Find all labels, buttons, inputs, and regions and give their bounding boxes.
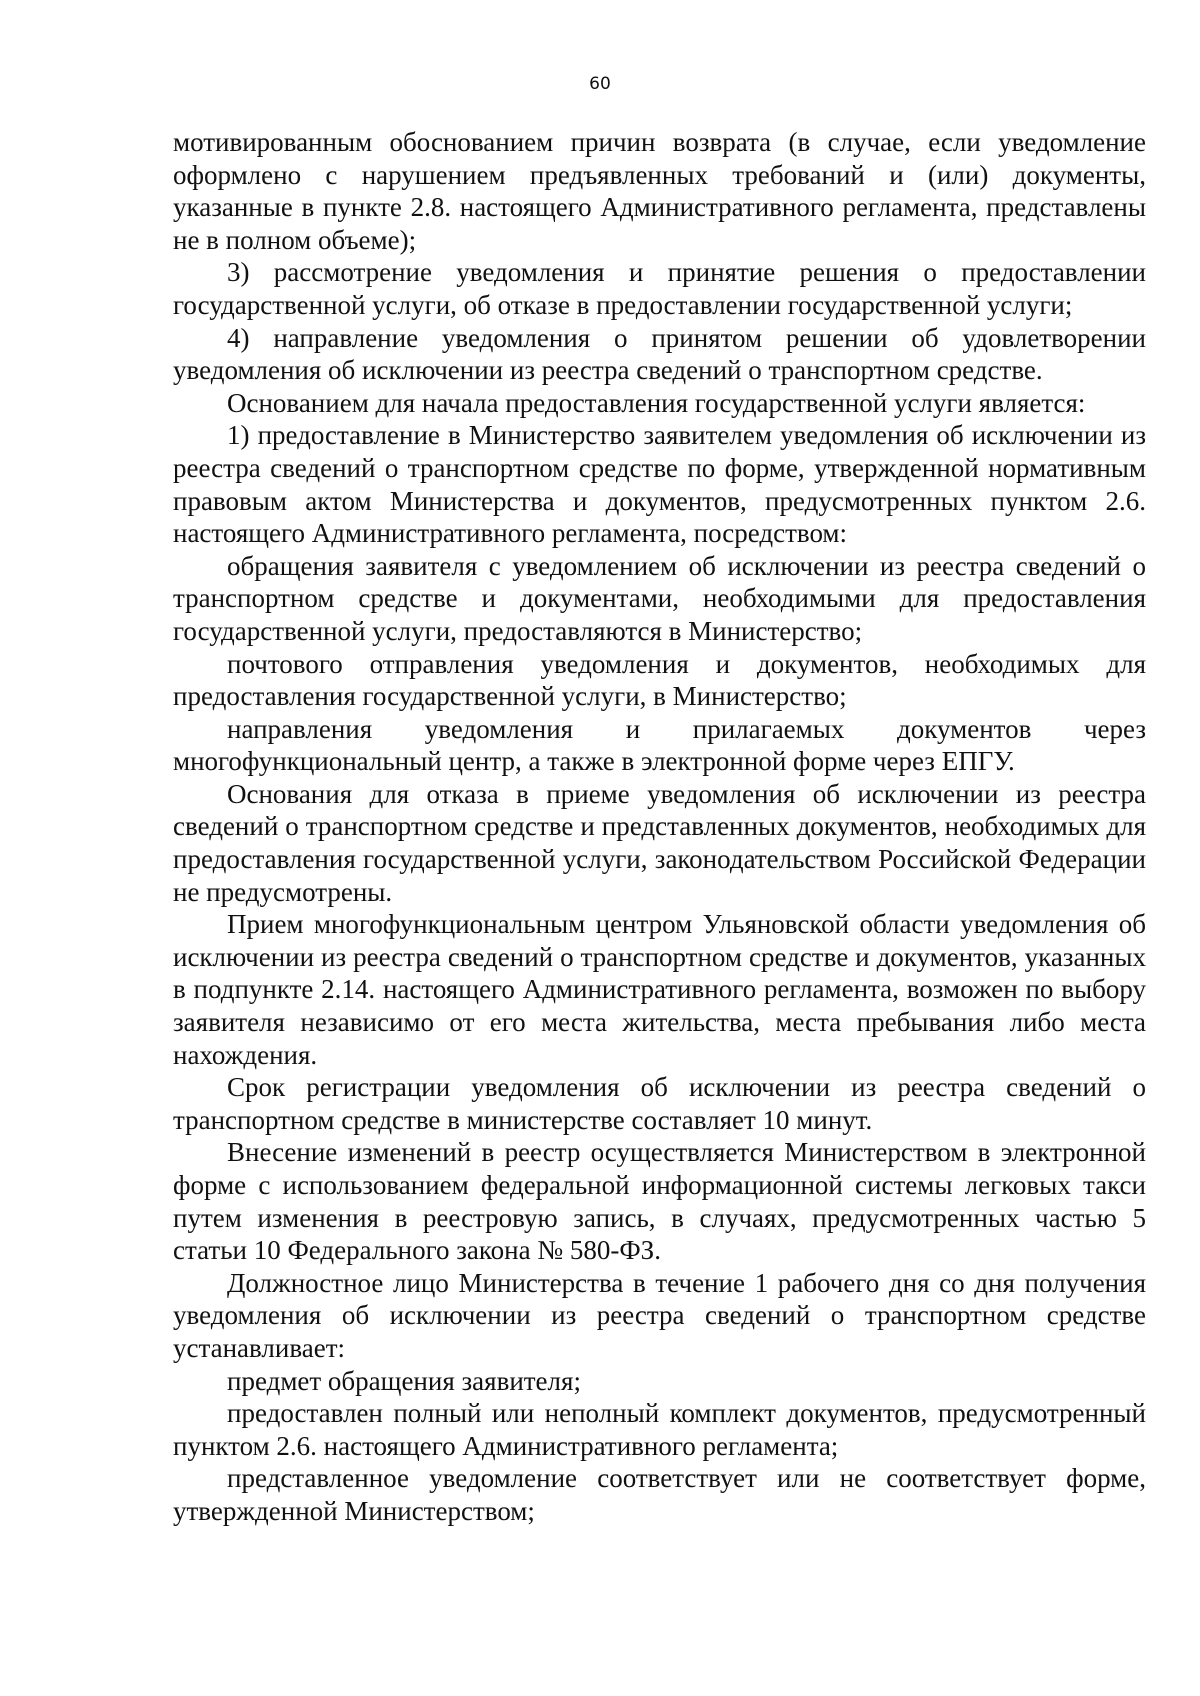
paragraph: обращения заявителя с уведомлением об исключении из реестра сведений о транспортном средстве и документами, необходимыми для предоставления государственной услуги, предоставляются в Министерство; bbox=[173, 550, 1146, 646]
paragraph: предмет обращения заявителя; bbox=[227, 1365, 581, 1396]
paragraph: Срок регистрации уведомления об исключении из реестра сведений о транспортном средстве в министерстве составляет 10 минут. bbox=[173, 1072, 1146, 1135]
paragraph: Основания для отказа в приеме уведомления об исключении из реестра сведений о транспортном средстве и представленных документов, необходимых для предоставления государственной услуги, законодательством Российской Федерации не предусмотрены. bbox=[173, 778, 1146, 907]
document-body bbox=[173, 126, 1146, 1528]
paragraph: 1) предоставление в Министерство заявителем уведомления об исключении из реестра сведений о транспортном средстве по форме, утвержденной нормативным правовым актом Министерства и документов, предусмотренных пунктом 2.6. настоящего Административного регламента, посредством: bbox=[173, 420, 1146, 549]
paragraph: направления уведомления и прилагаемых документов через многофункциональный центр, а также в электронной форме через ЕПГУ. bbox=[173, 713, 1146, 777]
paragraph: 3) рассмотрение уведомления и принятие решения о предоставлении государственной услуги, об отказе в предоставлении государственной услуги; bbox=[173, 257, 1146, 320]
paragraph: 4) направление уведомления о принятом решении об удовлетворении уведомления об исключении из реестра сведений о транспортном средстве. bbox=[173, 322, 1146, 386]
paragraph: Основанием для начала предоставления государственной услуги является: bbox=[227, 387, 1086, 418]
paragraph: предоставлен полный или неполный комплект документов, предусмотренный пунктом 2.6. настоящего Административного регламента; bbox=[173, 1398, 1146, 1461]
paragraph-continuation: мотивированным обоснованием причин возврата (в случае, если уведомление оформлено с нарушением предъявленных требований и (или) документы, указанные в пункте 2.8. настоящего Административного регламента, представлены не в полном объеме); bbox=[173, 127, 1146, 255]
paragraph: Должностное лицо Министерства в течение 1 рабочего дня со дня получения уведомления об исключении из реестра сведений о транспортном средстве устанавливает: bbox=[173, 1267, 1146, 1363]
page-number: 60 bbox=[589, 74, 611, 94]
paragraph: представленное уведомление соответствует или не соответствует форме, утвержденной Министерством; bbox=[173, 1463, 1146, 1526]
paragraph: Прием многофункциональным центром Ульяновской области уведомления об исключении из реестра сведений о транспортном средстве и документов, указанных в подпункте 2.14. настоящего Административного регламента, возможен по выбору заявителя независимо от его места жительства, места пребывания либо места нахождения. bbox=[173, 909, 1146, 1070]
paragraph: Внесение изменений в реестр осуществляется Министерством в электронной форме с использованием федеральной информационной системы легковых такси путем изменения в реестровую запись, в случаях, предусмотренных частью 5 статьи 10 Федерального закона № 580-ФЗ. bbox=[173, 1137, 1146, 1266]
paragraph: почтового отправления уведомления и документов, необходимых для предоставления государственной услуги, в Министерство; bbox=[173, 648, 1146, 712]
